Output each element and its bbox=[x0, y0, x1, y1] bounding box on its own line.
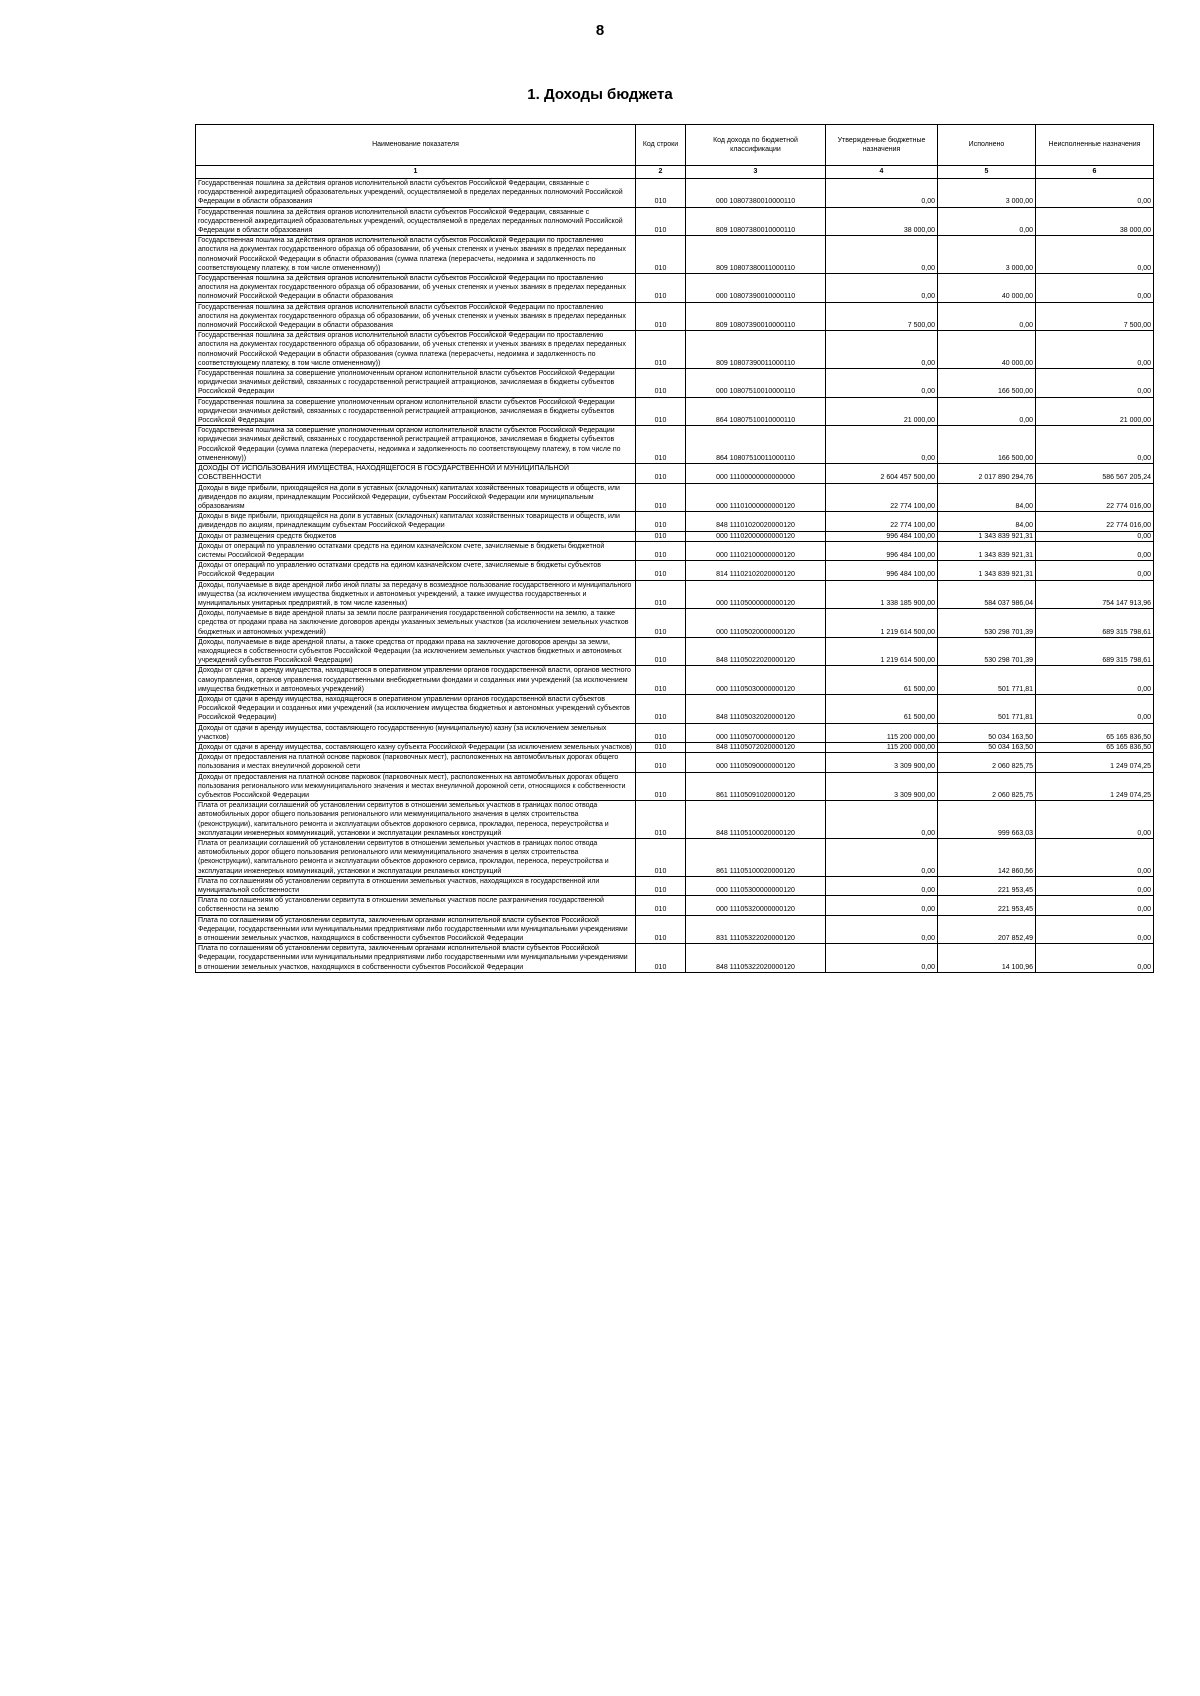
cell-unexecuted-amount: 38 000,00 bbox=[1036, 207, 1154, 236]
cell-unexecuted-amount: 689 315 798,61 bbox=[1036, 637, 1154, 666]
cell-line-code: 010 bbox=[636, 397, 686, 426]
cell-indicator-name: Государственная пошлина за действия органов исполнительной власти субъектов Российской Федерации по проставлению апостиля на документах государственного образца об образовании, об ученых степенях и ученых званиях в пределах переданных полномочий Российской Федерации в области образования bbox=[196, 302, 636, 331]
cell-unexecuted-amount: 22 774 016,00 bbox=[1036, 512, 1154, 531]
cell-executed-amount: 3 000,00 bbox=[938, 179, 1036, 208]
column-header-line-code: Код строки bbox=[636, 125, 686, 166]
cell-revenue-code: 000 11105070000000120 bbox=[686, 723, 826, 742]
cell-executed-amount: 584 037 986,04 bbox=[938, 580, 1036, 609]
cell-unexecuted-amount: 0,00 bbox=[1036, 876, 1154, 895]
cell-revenue-code: 000 10807510010000110 bbox=[686, 369, 826, 398]
cell-executed-amount: 501 771,81 bbox=[938, 694, 1036, 723]
cell-unexecuted-amount: 0,00 bbox=[1036, 944, 1154, 973]
cell-revenue-code: 000 11102000000000120 bbox=[686, 531, 826, 541]
cell-line-code: 010 bbox=[636, 236, 686, 274]
cell-indicator-name: Доходы от предоставления на платной основе парковок (парковочных мест), расположенных на автомобильных дорогах общего пользования и местах внеуличной дорожной сети bbox=[196, 753, 636, 772]
cell-indicator-name: Доходы, получаемые в виде арендной платы за земли после разграничения государственной собственности на землю, а также средства от продажи права на заключение договоров аренды указанных земельных участков (за исключением земельных участков бюджетных и автономных учреждений) bbox=[196, 609, 636, 638]
column-number: 6 bbox=[1036, 166, 1154, 179]
cell-executed-amount: 2 017 890 294,76 bbox=[938, 464, 1036, 483]
cell-revenue-code: 809 10807390011000110 bbox=[686, 331, 826, 369]
table-row bbox=[196, 876, 1154, 895]
table-row bbox=[196, 274, 1154, 303]
column-header-name: Наименование показателя bbox=[196, 125, 636, 166]
column-header-unexecuted: Неисполненные назначения bbox=[1036, 125, 1154, 166]
cell-unexecuted-amount: 0,00 bbox=[1036, 896, 1154, 915]
cell-indicator-name: Государственная пошлина за действия органов исполнительной власти субъектов Российской Федерации, связанные с государственной аккредитацией образовательных учреждений, осуществляемой в пределах переданных полномочий Российской Федерации в области образования bbox=[196, 207, 636, 236]
budget-revenue-table bbox=[195, 124, 1154, 973]
cell-approved-amount: 996 484 100,00 bbox=[826, 561, 938, 580]
cell-indicator-name: Доходы от размещения средств бюджетов bbox=[196, 531, 636, 541]
cell-executed-amount: 50 034 163,50 bbox=[938, 723, 1036, 742]
table-row bbox=[196, 694, 1154, 723]
cell-unexecuted-amount: 0,00 bbox=[1036, 179, 1154, 208]
cell-unexecuted-amount: 0,00 bbox=[1036, 839, 1154, 877]
column-header-executed: Исполнено bbox=[938, 125, 1036, 166]
table-row bbox=[196, 512, 1154, 531]
cell-line-code: 010 bbox=[636, 772, 686, 801]
cell-line-code: 010 bbox=[636, 331, 686, 369]
cell-revenue-code: 848 11105022020000120 bbox=[686, 637, 826, 666]
cell-approved-amount: 61 500,00 bbox=[826, 666, 938, 695]
cell-line-code: 010 bbox=[636, 369, 686, 398]
cell-line-code: 010 bbox=[636, 512, 686, 531]
cell-indicator-name: Доходы, получаемые в виде арендной либо иной платы за передачу в возмездное пользование государственного и муниципального имущества (за исключением имущества бюджетных и автономных учреждений, а также имущества государственных и муниципальных унитарных предприятий, в том числе казенных) bbox=[196, 580, 636, 609]
cell-unexecuted-amount: 689 315 798,61 bbox=[1036, 609, 1154, 638]
cell-line-code: 010 bbox=[636, 801, 686, 839]
cell-revenue-code: 809 10807380010000110 bbox=[686, 207, 826, 236]
table-row bbox=[196, 464, 1154, 483]
cell-unexecuted-amount: 7 500,00 bbox=[1036, 302, 1154, 331]
cell-revenue-code: 848 11105322020000120 bbox=[686, 944, 826, 973]
cell-indicator-name: Плата по соглашениям об установлении сервитута в отношении земельных участков после разграничения государственной собственности на землю bbox=[196, 896, 636, 915]
cell-revenue-code: 848 11105100020000120 bbox=[686, 801, 826, 839]
column-number: 5 bbox=[938, 166, 1036, 179]
cell-executed-amount: 84,00 bbox=[938, 483, 1036, 512]
cell-unexecuted-amount: 22 774 016,00 bbox=[1036, 483, 1154, 512]
cell-unexecuted-amount: 0,00 bbox=[1036, 666, 1154, 695]
cell-revenue-code: 864 10807510010000110 bbox=[686, 397, 826, 426]
cell-line-code: 010 bbox=[636, 464, 686, 483]
cell-line-code: 010 bbox=[636, 896, 686, 915]
cell-revenue-code: 809 10807380011000110 bbox=[686, 236, 826, 274]
cell-unexecuted-amount: 0,00 bbox=[1036, 236, 1154, 274]
cell-approved-amount: 0,00 bbox=[826, 839, 938, 877]
cell-unexecuted-amount: 1 249 074,25 bbox=[1036, 753, 1154, 772]
cell-revenue-code: 848 11105032020000120 bbox=[686, 694, 826, 723]
cell-executed-amount: 1 343 839 921,31 bbox=[938, 531, 1036, 541]
table-row bbox=[196, 426, 1154, 464]
table-row bbox=[196, 637, 1154, 666]
cell-indicator-name: Доходы от сдачи в аренду имущества, находящегося в оперативном управлении органов государственной власти, органов местного самоуправления, органов управления государственными внебюджетными фондами и созданных ими учреждений (за исключением имущества бюджетных и автономных учреждений) bbox=[196, 666, 636, 695]
cell-line-code: 010 bbox=[636, 426, 686, 464]
cell-revenue-code: 000 11105320000000120 bbox=[686, 896, 826, 915]
cell-approved-amount: 22 774 100,00 bbox=[826, 483, 938, 512]
cell-unexecuted-amount: 0,00 bbox=[1036, 369, 1154, 398]
table-row bbox=[196, 772, 1154, 801]
cell-approved-amount: 0,00 bbox=[826, 179, 938, 208]
cell-indicator-name: Государственная пошлина за совершение уполномоченным органом исполнительной власти субъектов Российской Федерации юридически значимых действий, связанных с государственной регистрацией аттракционов, зачисляемая в бюджеты субъектов Российской Федерации (сумма платежа (перерасчеты, недоимка и задолженность по соответствующему платежу, в том числе по отмененному)) bbox=[196, 426, 636, 464]
cell-indicator-name: Доходы от операций по управлению остатками средств на едином казначейском счете, зачисляемые в бюджеты бюджетной системы Российской Федерации bbox=[196, 541, 636, 560]
cell-revenue-code: 861 11105100020000120 bbox=[686, 839, 826, 877]
cell-approved-amount: 0,00 bbox=[826, 426, 938, 464]
cell-approved-amount: 61 500,00 bbox=[826, 694, 938, 723]
cell-revenue-code: 000 11105090000000120 bbox=[686, 753, 826, 772]
cell-indicator-name: Плата по соглашениям об установлении сервитута в отношении земельных участков, находящихся в государственной или муниципальной собственности bbox=[196, 876, 636, 895]
table-row bbox=[196, 397, 1154, 426]
cell-approved-amount: 0,00 bbox=[826, 915, 938, 944]
cell-executed-amount: 0,00 bbox=[938, 302, 1036, 331]
cell-executed-amount: 3 000,00 bbox=[938, 236, 1036, 274]
table-row bbox=[196, 207, 1154, 236]
cell-approved-amount: 0,00 bbox=[826, 369, 938, 398]
cell-executed-amount: 40 000,00 bbox=[938, 274, 1036, 303]
cell-executed-amount: 2 060 825,75 bbox=[938, 753, 1036, 772]
cell-line-code: 010 bbox=[636, 274, 686, 303]
cell-approved-amount: 0,00 bbox=[826, 944, 938, 973]
cell-approved-amount: 0,00 bbox=[826, 876, 938, 895]
cell-executed-amount: 530 298 701,39 bbox=[938, 609, 1036, 638]
cell-executed-amount: 1 343 839 921,31 bbox=[938, 541, 1036, 560]
cell-indicator-name: Государственная пошлина за действия органов исполнительной власти субъектов Российской Федерации по проставлению апостиля на документах государственного образца об образовании, об ученых степенях и ученых званиях в пределах переданных полномочий Российской Федерации в области образования (сумма платежа (перерасчеты, недоимка и задолженность по соответствующему платежу, в том числе отмененному)) bbox=[196, 236, 636, 274]
cell-line-code: 010 bbox=[636, 531, 686, 541]
cell-unexecuted-amount: 0,00 bbox=[1036, 801, 1154, 839]
cell-approved-amount: 1 219 614 500,00 bbox=[826, 609, 938, 638]
table-row bbox=[196, 896, 1154, 915]
cell-unexecuted-amount: 0,00 bbox=[1036, 331, 1154, 369]
cell-approved-amount: 0,00 bbox=[826, 331, 938, 369]
cell-indicator-name: Плата по соглашениям об установлении сервитута, заключенным органами исполнительной власти субъектов Российской Федерации, государственными или муниципальными предприятиями либо государственными или муниципальными учреждениями в отношении земельных участков, находящихся в собственности субъектов Российской Федерации bbox=[196, 915, 636, 944]
cell-approved-amount: 3 309 900,00 bbox=[826, 753, 938, 772]
cell-indicator-name: Доходы от сдачи в аренду имущества, составляющего государственную (муниципальную) казну (за исключением земельных участков) bbox=[196, 723, 636, 742]
cell-approved-amount: 0,00 bbox=[826, 896, 938, 915]
cell-executed-amount: 999 663,03 bbox=[938, 801, 1036, 839]
cell-revenue-code: 000 11105300000000120 bbox=[686, 876, 826, 895]
cell-indicator-name: Доходы, получаемые в виде арендной платы, а также средства от продажи права на заключение договоров аренды за земли, находящиеся в собственности субъектов Российской Федерации (за исключением земельных участков бюджетных и автономных учреждений субъектов Российской Федерации) bbox=[196, 637, 636, 666]
table-row bbox=[196, 915, 1154, 944]
cell-line-code: 010 bbox=[636, 637, 686, 666]
cell-line-code: 010 bbox=[636, 944, 686, 973]
cell-executed-amount: 14 100,96 bbox=[938, 944, 1036, 973]
table-body bbox=[196, 179, 1154, 973]
table-row bbox=[196, 723, 1154, 742]
column-number-row bbox=[196, 166, 1154, 179]
table-row bbox=[196, 944, 1154, 973]
cell-indicator-name: Плата по соглашениям об установлении сервитута, заключенным органами исполнительной власти субъектов Российской Федерации, государственными или муниципальными предприятиями либо государственными или муниципальными учреждениями в отношении земельных участков, находящихся в собственности субъектов Российской Федерации bbox=[196, 944, 636, 973]
column-number: 4 bbox=[826, 166, 938, 179]
cell-approved-amount: 0,00 bbox=[826, 236, 938, 274]
cell-approved-amount: 115 200 000,00 bbox=[826, 742, 938, 752]
document-title: 1. Доходы бюджета bbox=[527, 86, 673, 103]
table-row bbox=[196, 331, 1154, 369]
cell-executed-amount: 501 771,81 bbox=[938, 666, 1036, 695]
cell-revenue-code: 000 11100000000000000 bbox=[686, 464, 826, 483]
cell-revenue-code: 861 11105091020000120 bbox=[686, 772, 826, 801]
cell-approved-amount: 2 604 457 500,00 bbox=[826, 464, 938, 483]
cell-indicator-name: Государственная пошлина за действия органов исполнительной власти субъектов Российской Федерации по проставлению апостиля на документах государственного образца об образовании, об ученых степенях и ученых званиях в пределах переданных полномочий Российской Федерации в области образования (сумма платежа (перерасчеты, недоимка и задолженность по соответствующему платежу, в том числе отмененному)) bbox=[196, 331, 636, 369]
cell-unexecuted-amount: 65 165 836,50 bbox=[1036, 723, 1154, 742]
cell-revenue-code: 848 11101020020000120 bbox=[686, 512, 826, 531]
cell-approved-amount: 996 484 100,00 bbox=[826, 541, 938, 560]
cell-indicator-name: Плата от реализации соглашений об установлении сервитутов в отношении земельных участков в границах полос отвода автомобильных дорог общего пользования регионального или межмуниципального значения в целях строительства (реконструкции), капитального ремонта и эксплуатации объектов дорожного сервиса, прокладки, переноса, переустройства и эксплуатации инженерных коммуникаций, установки и эксплуатации рекламных конструкций bbox=[196, 801, 636, 839]
table-row bbox=[196, 483, 1154, 512]
cell-unexecuted-amount: 586 567 205,24 bbox=[1036, 464, 1154, 483]
cell-executed-amount: 50 034 163,50 bbox=[938, 742, 1036, 752]
cell-indicator-name: Плата от реализации соглашений об установлении сервитутов в отношении земельных участков в границах полос отвода автомобильных дорог общего пользования регионального или межмуниципального значения в целях строительства (реконструкции), капитального ремонта и эксплуатации объектов дорожного сервиса, прокладки, переноса, переустройства и эксплуатации инженерных коммуникаций, установки и эксплуатации рекламных конструкций bbox=[196, 839, 636, 877]
table-row bbox=[196, 369, 1154, 398]
cell-executed-amount: 2 060 825,75 bbox=[938, 772, 1036, 801]
cell-revenue-code: 000 10807390010000110 bbox=[686, 274, 826, 303]
cell-approved-amount: 22 774 100,00 bbox=[826, 512, 938, 531]
column-number: 1 bbox=[196, 166, 636, 179]
cell-indicator-name: Государственная пошлина за действия органов исполнительной власти субъектов Российской Федерации по проставлению апостиля на документах государственного образца об образовании, об ученых степенях и ученых званиях в пределах переданных полномочий Российской Федерации в области образования bbox=[196, 274, 636, 303]
table-row bbox=[196, 666, 1154, 695]
cell-approved-amount: 7 500,00 bbox=[826, 302, 938, 331]
cell-indicator-name: Доходы от сдачи в аренду имущества, находящегося в оперативном управлении органов государственной власти субъектов Российской Федерации и созданных ими учреждений (за исключением имущества бюджетных и автономных учреждений субъектов Российской Федерации) bbox=[196, 694, 636, 723]
cell-line-code: 010 bbox=[636, 207, 686, 236]
cell-indicator-name: ДОХОДЫ ОТ ИСПОЛЬЗОВАНИЯ ИМУЩЕСТВА, НАХОДЯЩЕГОСЯ В ГОСУДАРСТВЕННОЙ И МУНИЦИПАЛЬНОЙ СОБСТВЕННОСТИ bbox=[196, 464, 636, 483]
cell-line-code: 010 bbox=[636, 915, 686, 944]
column-number: 3 bbox=[686, 166, 826, 179]
cell-line-code: 010 bbox=[636, 876, 686, 895]
cell-line-code: 010 bbox=[636, 666, 686, 695]
cell-executed-amount: 1 343 839 921,31 bbox=[938, 561, 1036, 580]
cell-executed-amount: 0,00 bbox=[938, 207, 1036, 236]
cell-executed-amount: 221 953,45 bbox=[938, 896, 1036, 915]
cell-executed-amount: 221 953,45 bbox=[938, 876, 1036, 895]
column-header-approved: Утвержденные бюджетные назначения bbox=[826, 125, 938, 166]
cell-approved-amount: 1 219 614 500,00 bbox=[826, 637, 938, 666]
cell-line-code: 010 bbox=[636, 541, 686, 560]
table-row bbox=[196, 236, 1154, 274]
cell-revenue-code: 000 11105030000000120 bbox=[686, 666, 826, 695]
cell-line-code: 010 bbox=[636, 580, 686, 609]
cell-unexecuted-amount: 0,00 bbox=[1036, 426, 1154, 464]
cell-line-code: 010 bbox=[636, 302, 686, 331]
cell-indicator-name: Доходы от предоставления на платной основе парковок (парковочных мест), расположенных на автомобильных дорогах общего пользования регионального или межмуниципального значения и местах внеуличной дорожной сети, относящихся к собственности субъектов Российской Федерации bbox=[196, 772, 636, 801]
table-row bbox=[196, 179, 1154, 208]
cell-revenue-code: 831 11105322020000120 bbox=[686, 915, 826, 944]
cell-revenue-code: 000 11102100000000120 bbox=[686, 541, 826, 560]
cell-line-code: 010 bbox=[636, 179, 686, 208]
cell-approved-amount: 3 309 900,00 bbox=[826, 772, 938, 801]
cell-revenue-code: 000 11101000000000120 bbox=[686, 483, 826, 512]
cell-unexecuted-amount: 0,00 bbox=[1036, 694, 1154, 723]
cell-unexecuted-amount: 65 165 836,50 bbox=[1036, 742, 1154, 752]
cell-line-code: 010 bbox=[636, 723, 686, 742]
cell-approved-amount: 996 484 100,00 bbox=[826, 531, 938, 541]
cell-indicator-name: Доходы от сдачи в аренду имущества, составляющего казну субъекта Российской Федерации (за исключением земельных участков) bbox=[196, 742, 636, 752]
table-row bbox=[196, 561, 1154, 580]
cell-approved-amount: 21 000,00 bbox=[826, 397, 938, 426]
cell-approved-amount: 38 000,00 bbox=[826, 207, 938, 236]
table-row bbox=[196, 531, 1154, 541]
table-row bbox=[196, 839, 1154, 877]
table-row bbox=[196, 541, 1154, 560]
cell-unexecuted-amount: 754 147 913,96 bbox=[1036, 580, 1154, 609]
cell-line-code: 010 bbox=[636, 694, 686, 723]
cell-unexecuted-amount: 0,00 bbox=[1036, 541, 1154, 560]
cell-revenue-code: 864 10807510011000110 bbox=[686, 426, 826, 464]
cell-executed-amount: 40 000,00 bbox=[938, 331, 1036, 369]
cell-revenue-code: 809 10807390010000110 bbox=[686, 302, 826, 331]
cell-executed-amount: 142 860,56 bbox=[938, 839, 1036, 877]
cell-executed-amount: 530 298 701,39 bbox=[938, 637, 1036, 666]
table-row bbox=[196, 302, 1154, 331]
cell-executed-amount: 84,00 bbox=[938, 512, 1036, 531]
cell-unexecuted-amount: 1 249 074,25 bbox=[1036, 772, 1154, 801]
column-header-revenue-code: Код дохода по бюджетной классификации bbox=[686, 125, 826, 166]
cell-revenue-code: 848 11105072020000120 bbox=[686, 742, 826, 752]
cell-executed-amount: 0,00 bbox=[938, 397, 1036, 426]
cell-executed-amount: 166 500,00 bbox=[938, 369, 1036, 398]
cell-revenue-code: 814 11102102020000120 bbox=[686, 561, 826, 580]
cell-approved-amount: 0,00 bbox=[826, 274, 938, 303]
cell-unexecuted-amount: 0,00 bbox=[1036, 561, 1154, 580]
cell-indicator-name: Доходы в виде прибыли, приходящейся на доли в уставных (складочных) капиталах хозяйственных товариществ и обществ, или дивидендов по акциям, принадлежащим субъектам Российской Федерации bbox=[196, 512, 636, 531]
cell-unexecuted-amount: 21 000,00 bbox=[1036, 397, 1154, 426]
cell-unexecuted-amount: 0,00 bbox=[1036, 531, 1154, 541]
cell-executed-amount: 166 500,00 bbox=[938, 426, 1036, 464]
table-row bbox=[196, 742, 1154, 752]
cell-approved-amount: 0,00 bbox=[826, 801, 938, 839]
cell-indicator-name: Доходы в виде прибыли, приходящейся на доли в уставных (складочных) капиталах хозяйственных товариществ и обществ, или дивидендов по акциям, принадлежащим Российской Федерации, субъектам Российской Федерации или муниципальным образованиям bbox=[196, 483, 636, 512]
table-row bbox=[196, 753, 1154, 772]
table-row bbox=[196, 580, 1154, 609]
cell-approved-amount: 115 200 000,00 bbox=[826, 723, 938, 742]
cell-indicator-name: Государственная пошлина за совершение уполномоченным органом исполнительной власти субъектов Российской Федерации юридически значимых действий, связанных с государственной регистрацией аттракционов, зачисляемая в бюджеты субъектов Российской Федерации bbox=[196, 397, 636, 426]
cell-line-code: 010 bbox=[636, 839, 686, 877]
cell-line-code: 010 bbox=[636, 742, 686, 752]
page-number: 8 bbox=[595, 22, 605, 39]
cell-revenue-code: 000 10807380010000110 bbox=[686, 179, 826, 208]
table-row bbox=[196, 609, 1154, 638]
cell-unexecuted-amount: 0,00 bbox=[1036, 274, 1154, 303]
cell-line-code: 010 bbox=[636, 483, 686, 512]
cell-revenue-code: 000 11105020000000120 bbox=[686, 609, 826, 638]
cell-indicator-name: Государственная пошлина за действия органов исполнительной власти субъектов Российской Федерации, связанные с государственной аккредитацией образовательных учреждений, осуществляемой в пределах переданных полномочий Российской Федерации в области образования bbox=[196, 179, 636, 208]
cell-indicator-name: Доходы от операций по управлению остатками средств на едином казначейском счете, зачисляемые в бюджеты субъектов Российской Федерации bbox=[196, 561, 636, 580]
cell-revenue-code: 000 11105000000000120 bbox=[686, 580, 826, 609]
column-number: 2 bbox=[636, 166, 686, 179]
cell-unexecuted-amount: 0,00 bbox=[1036, 915, 1154, 944]
cell-indicator-name: Государственная пошлина за совершение уполномоченным органом исполнительной власти субъектов Российской Федерации юридически значимых действий, связанных с государственной регистрацией аттракционов, зачисляемая в бюджеты субъектов Российской Федерации bbox=[196, 369, 636, 398]
cell-line-code: 010 bbox=[636, 753, 686, 772]
cell-approved-amount: 1 338 185 900,00 bbox=[826, 580, 938, 609]
table-row bbox=[196, 801, 1154, 839]
table-header-row bbox=[196, 125, 1154, 166]
cell-executed-amount: 207 852,49 bbox=[938, 915, 1036, 944]
cell-line-code: 010 bbox=[636, 561, 686, 580]
cell-line-code: 010 bbox=[636, 609, 686, 638]
